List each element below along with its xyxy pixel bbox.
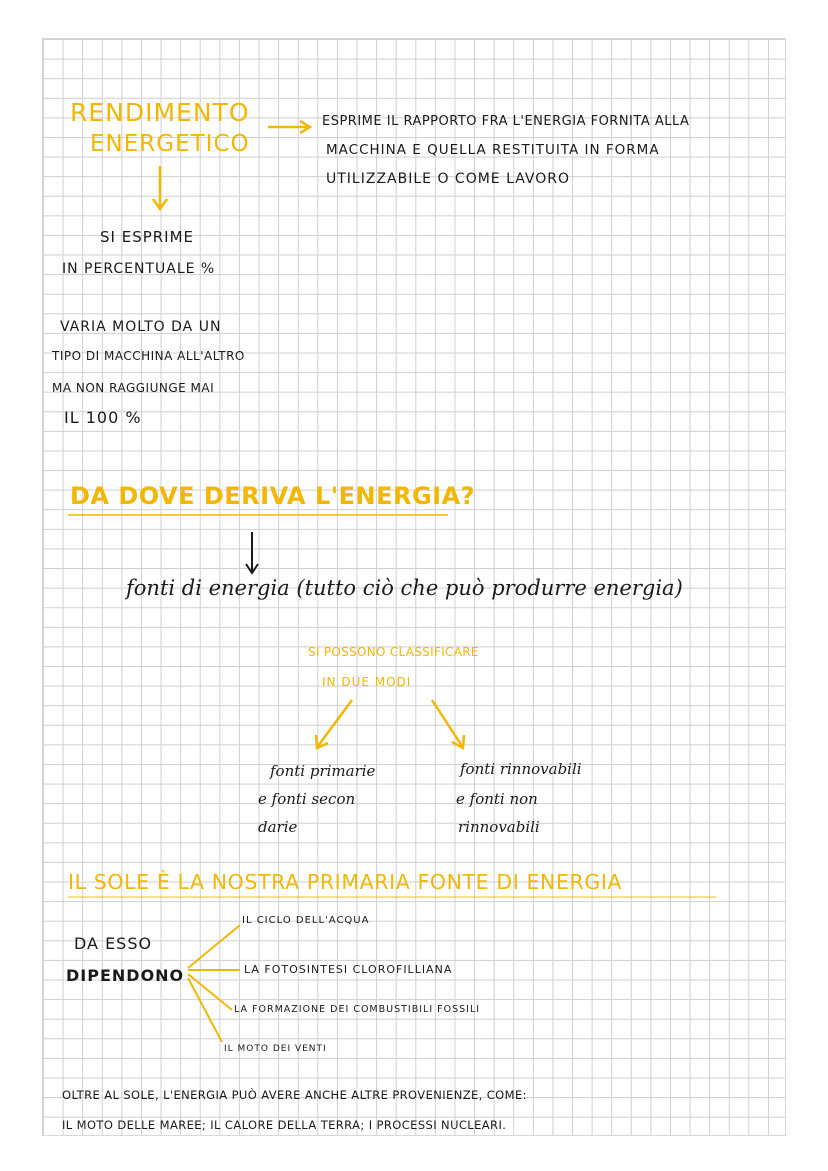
item-fotosintesi: LA FOTOSINTESI CLOROFILLIANA [244, 963, 453, 976]
varies-line-4: IL 100 % [64, 408, 142, 427]
other-sources-line-1: OLTRE AL SOLE, L'ENERGIA PUÒ AVERE ANCHE ALTRE PROVENIENZE, COME: [62, 1088, 527, 1102]
right-branch-line-2: e fonti non [456, 790, 538, 808]
definition-line-1: ESPRIME IL RAPPORTO FRA L'ENERGIA FORNITA ALLA [322, 114, 690, 129]
item-moto-venti: IL MOTO DEI VENTI [224, 1044, 327, 1054]
left-branch-line-3: darie [258, 818, 298, 836]
varies-line-3: MA NON RAGGIUNGE MAI [52, 381, 215, 395]
question-title: DA DOVE DERIVA L'ENERGIA? [70, 482, 476, 510]
varies-line-1: VARIA MOLTO DA UN [60, 319, 222, 335]
right-branch-line-1: fonti rinnovabili [460, 760, 582, 778]
sources-heading: fonti di energia (tutto ciò che può produrre energia) [126, 576, 683, 600]
item-combustibili: LA FORMAZIONE DEI COMBUSTIBILI FOSSILI [234, 1004, 481, 1015]
left-branch-line-1: fonti primarie [270, 762, 376, 780]
sun-title: IL SOLE È LA NOSTRA PRIMARIA FONTE DI ENERGIA [68, 870, 623, 894]
classify-line-2: IN DUE MODI [322, 675, 412, 689]
other-sources-line-2: IL MOTO DELLE MAREE; IL CALORE DELLA TERRA; I PROCESSI NUCLEARI. [62, 1118, 507, 1132]
depend-line-2: DIPENDONO [66, 966, 185, 985]
depend-line-1: DA ESSO [74, 934, 153, 953]
varies-line-2: TIPO DI MACCHINA ALL'ALTRO [52, 349, 245, 363]
right-branch-line-3: rinnovabili [458, 818, 540, 836]
title-rendimento: RENDIMENTO [70, 98, 250, 127]
percent-line-1: SI ESPRIME [100, 228, 195, 246]
item-ciclo-acqua: IL CICLO DELL'ACQUA [242, 915, 370, 926]
percent-line-2: IN PERCENTUALE % [62, 261, 216, 277]
definition-line-3: UTILIZZABILE O COME LAVORO [326, 171, 570, 187]
definition-line-2: MACCHINA E QUELLA RESTITUITA IN FORMA [326, 142, 660, 158]
classify-line-1: SI POSSONO CLASSIFICARE [308, 645, 479, 659]
left-branch-line-2: e fonti secon [258, 790, 356, 808]
title-energetico: ENERGETICO [90, 131, 250, 157]
